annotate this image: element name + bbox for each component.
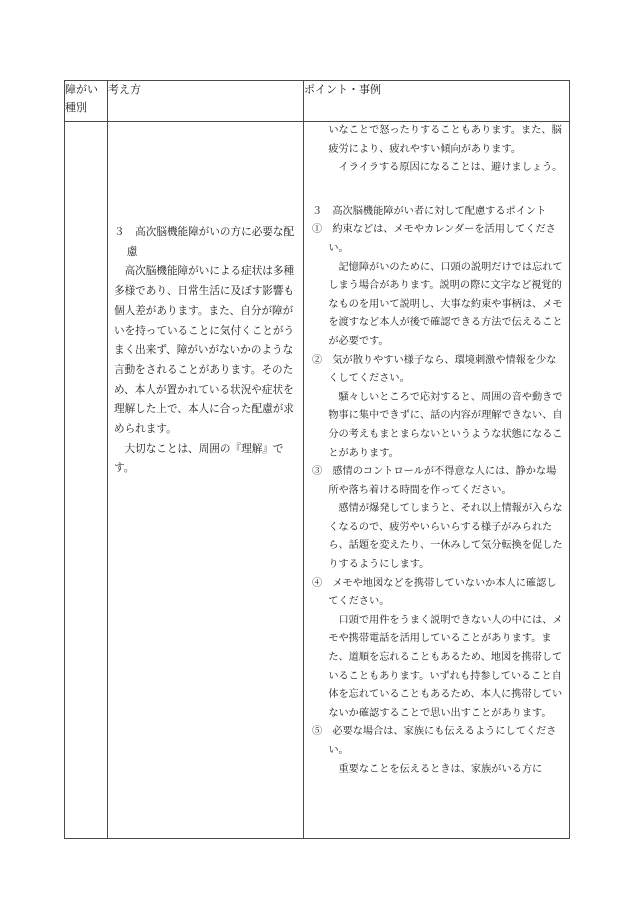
- point-4-title: ④ メモや地図などを携帯していないか本人に確認してください。: [312, 577, 557, 608]
- continued-advice: イライラする原因になることは、避けましょう。: [338, 162, 563, 174]
- point-1-body: 記憶障がいのために、口頭の説明だけでは忘れてしまう場合があります。説明の際に文字など視覚的なものを用いて説明し、大事な約束や事柄は、メモを渡すなど本人が後で確認できる方法で伝えることが必要です。: [328, 261, 563, 347]
- point-4-body: 口頭で用件をうまく説明できない人の中には、メモや携帯電話を活用していることがあります。また、道順を忘れることもあるため、地図を携帯していることもあります。いずれも持参していること自体を忘れていることもあるため、本人に携帯していないか確認することで思い出すことがあります。: [328, 614, 563, 719]
- point-3-title: ③ 感情のコントロールが不得意な人には、静かな場所や落ち着ける時間を作ってください。: [312, 466, 557, 496]
- table-header-row: [65, 81, 570, 122]
- point-1-title: ① 約束などは、メモやカレンダーを活用してください。: [312, 224, 556, 254]
- approach-paragraph: 高次脳機能障がいによる症状は多種多様であり、日常生活に及ぼす影響も個人差があります。また、自分が障がいを持っていることに気付くことがうまく出来ず、障がいがないかのような言動をされることがあります。そのため、本人が置かれている状況や症状を理解した上で、本人に合った配慮が求められます。: [114, 265, 295, 436]
- point-2-body: 騒々しいところで応対すると、周囲の音や動きで物事に集中できずに、話の内容が理解できない、自分の考えもまとまらないというような状態になることがあります。: [328, 391, 563, 459]
- approach-heading: ３ 高次脳機能障がいの方に必要な配慮: [114, 226, 295, 258]
- continued-paragraph: いなことで怒ったりすることもあります。また、脳疲労により、疲れやすい傾向があります。: [328, 125, 562, 155]
- point-5-body: 重要なことを伝えるときは、家族がいる方に: [338, 763, 543, 775]
- point-5-title: ⑤ 必要な場合は、家族にも伝えるようにしてください。: [312, 726, 557, 756]
- approach-key-point: 大切なことは、周囲の『理解』です。: [114, 442, 284, 475]
- header-disability-type: 障がい種別: [65, 81, 108, 122]
- points-heading: ３ 高次脳機能障がい者に対して配慮するポイント: [312, 205, 547, 217]
- guideline-table: [64, 80, 570, 839]
- point-2-title: ② 気が散りやすい様子なら、環境刺激や情報を少なくしてください。: [312, 354, 557, 385]
- disability-type-cell: [65, 122, 108, 839]
- header-approach: 考え方: [108, 81, 304, 122]
- table-body-row: [65, 122, 570, 839]
- header-points-examples: ポイント・事例: [304, 81, 570, 122]
- points-cell: [304, 122, 570, 839]
- approach-cell: [108, 122, 304, 839]
- point-3-body: 感情が爆発してしまうと、それ以上情報が入らなくなるので、疲労やいらいらする様子がみられたら、話題を変えたり、一休みして気分転換を促したりするようにします。: [328, 503, 563, 571]
